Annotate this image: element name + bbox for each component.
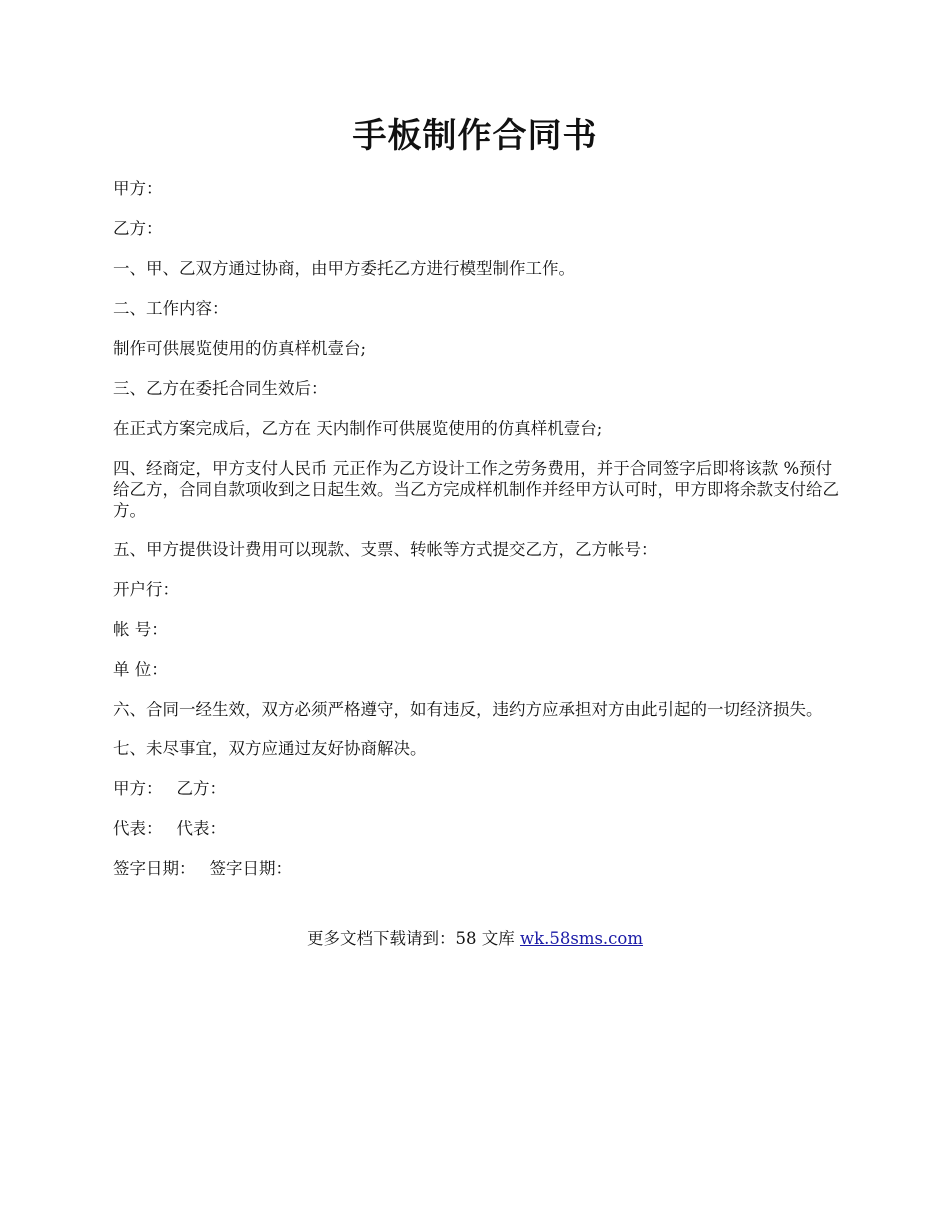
- signature-dates-line: [113, 858, 848, 880]
- signature-rep-a-label: 代表：: [113, 819, 163, 838]
- party-a-line: 甲方：: [113, 179, 163, 198]
- bank-name-line: 开户行：: [113, 580, 179, 599]
- signature-date-b-label: 签字日期：: [209, 859, 292, 878]
- clause-2-heading: 二、工作内容：: [113, 299, 229, 318]
- clause-7: 七、未尽事宜，双方应通过友好协商解决。: [113, 739, 427, 758]
- party-b-line: 乙方：: [113, 219, 163, 238]
- account-number-line: 帐 号：: [113, 620, 168, 639]
- clause-4: 四、经商定，甲方支付人民币 元正作为乙方设计工作之劳务费用，并于合同签字后即将该款 %预付给乙方，合同自款项收到之日起生效。当乙方完成样机制作并经甲方认可时，甲方即将余款支付给乙方。: [113, 459, 839, 520]
- clause-5: 五、甲方提供设计费用可以现款、支票、转帐等方式提交乙方，乙方帐号：: [113, 540, 658, 559]
- signature-representatives-line: [113, 818, 848, 840]
- signature-parties-line: [113, 778, 848, 800]
- clause-3-content: 在正式方案完成后，乙方在 天内制作可供展览使用的仿真样机壹台;: [113, 419, 603, 438]
- signature-date-a-label: 签字日期：: [113, 859, 196, 878]
- clause-1: 一、甲、乙双方通过协商，由甲方委托乙方进行模型制作工作。: [113, 259, 575, 278]
- signature-rep-b-label: 代表：: [176, 819, 226, 838]
- signature-party-a-label: 甲方：: [113, 779, 163, 798]
- account-unit-line: 单 位：: [113, 660, 168, 679]
- clause-6: 六、合同一经生效，双方必须严格遵守，如有违反，违约方应承担对方由此引起的一切经济损失。: [113, 700, 823, 719]
- clause-3-heading: 三、乙方在委托合同生效后：: [113, 379, 328, 398]
- footer-text: 更多文档下载请到：58 文库: [306, 929, 520, 948]
- clause-2-content: 制作可供展览使用的仿真样机壹台;: [113, 339, 367, 358]
- signature-party-b-label: 乙方：: [176, 779, 226, 798]
- footer-link[interactable]: wk.58sms.com: [519, 929, 643, 948]
- document-body: [113, 178, 848, 898]
- download-footer: [0, 928, 950, 950]
- document-title: 手板制作合同书: [352, 116, 598, 156]
